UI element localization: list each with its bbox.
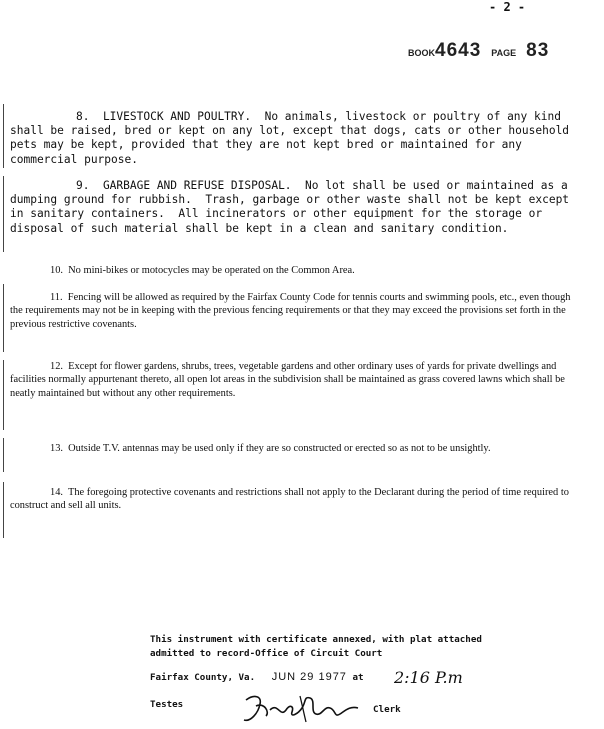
page-value: 83 [526,40,550,61]
margin-bar [3,104,4,168]
margin-bar [3,176,4,252]
certificate-line-2: admitted to record-Office of Circuit Court [150,648,383,659]
handwritten-time [392,668,482,688]
margin-bar [3,284,4,352]
margin-bar [3,438,4,472]
margin-bar [3,482,4,538]
at-label: at [352,672,364,683]
margin-bar [3,360,4,430]
paragraph-8: 8. LIVESTOCK AND POULTRY. No animals, livestock or poultry of any kind shall be raised, bred or kept on any lot, except that dogs, cats or other household pets may be kept, provided that they are not kept bred or maintained for any commercial purpose. [10,110,576,166]
certificate-line-1: This instrument with certificate annexed, with plat attached [150,634,482,645]
paragraph-11: 11. Fencing will be allowed as required by the Fairfax County Code for tennis courts and swimming pools, etc., even though the requirements may not be in keeping with the previous fencing requirements or that they may exceed the provisions set forth in the previous restrictive covenants. [10,292,574,330]
page-number: - 2 - [489,0,526,14]
certificate-line-3 [150,671,604,685]
book-number: 4643 [435,40,482,61]
book-page-stamp [408,40,549,62]
paragraph-10: 10. No mini-bikes or motocycles may be operated on the Common Area. [50,265,355,276]
clerk-label: Clerk [373,704,401,715]
book-label: BOOK [408,48,435,58]
paragraph-14: 14. The foregoing protective covenants and restrictions shall not apply to the Declarant during the period of time required to construct and sell all units. [10,487,572,512]
testes-label: Testes [150,699,184,710]
paragraph-12: 12. Except for flower gardens, shrubs, trees, vegetable gardens and other ordinary uses of yards for private dwellings and facilities normally appurtenant thereto, all open lot areas in the subdivision shall be maintained as grass covered lawns which shall be neatly maintained but without any other requirements. [10,361,568,399]
record-time: 2:16 P.m [394,668,463,687]
paragraph-9: 9. GARBAGE AND REFUSE DISPOSAL. No lot shall be used or maintained as a dumping ground for rubbish. Trash, garbage or other waste shall not be kept except in sanitary containers. All incinerators or other equipment for the storage or disposal of such material shall be kept in a clean and sanitary condition. [10,179,576,235]
record-date: JUN 29 1977 [271,671,347,683]
recording-certificate [150,633,604,685]
county-label: Fairfax County, Va. [150,672,256,683]
page-label: PAGE [491,48,517,58]
paragraph-13: 13. Outside T.V. antennas may be used only if they are so constructed or erected so as not to be unsightly. [50,443,491,454]
clerk-signature-icon [240,692,370,726]
